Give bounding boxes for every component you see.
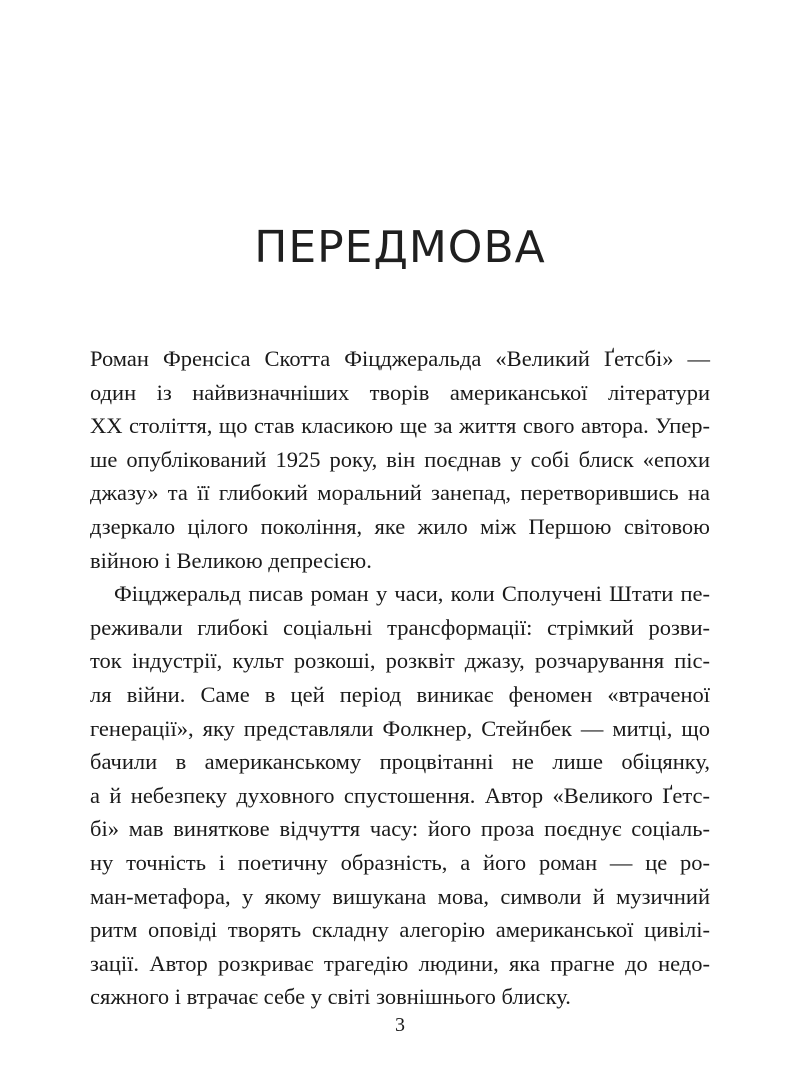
- text-line: зації. Автор розкриває трагедію людини, яка прагне до недо-: [90, 950, 710, 976]
- text-line: Роман Френсіса Скотта Фіцджеральда «Великий Ґетсбі» —: [90, 346, 710, 371]
- text-line: XX століття, що став класикою ще за життя свого автора. Упер-: [90, 413, 710, 439]
- text-line: джазу» та її глибокий моральний занепад, перетворившись на: [90, 480, 710, 506]
- paragraph-2: [90, 577, 710, 1014]
- text-line: ток індустрії, культ розкоші, розквіт джазу, розчарування піс-: [90, 648, 710, 674]
- text-line: бі» мав виняткове відчуття часу: його проза поєднує соціаль-: [90, 816, 710, 842]
- text-line: ля війни. Саме в цей період виникає феномен «втраченої: [90, 681, 710, 707]
- text-line: бачили в американському процвітанні не лише обіцянку,: [90, 749, 710, 775]
- text-line: сяжного і втрачає себе у світі зовнішнього блиску.: [90, 984, 571, 1010]
- text-line: реживали глибокі соціальні трансформації: стрімкий розви-: [90, 614, 710, 640]
- text-line: дзеркало цілого покоління, яке жило між Першою світовою: [90, 513, 710, 539]
- text-line: ман-метафора, у якому вишукана мова, символи й музичний: [90, 883, 710, 909]
- text-line: Фіцджеральд писав роман у часи, коли Сполучені Штати пе-: [114, 581, 710, 607]
- text-line: генерації», яку представляли Фолкнер, Стейнбек — митці, що: [90, 715, 710, 741]
- text-line: ритм оповіді творять складну алегорію американської цивілі-: [90, 917, 710, 943]
- text-line: ну точність і поетичну образність, а його роман — це ро-: [90, 849, 710, 875]
- page-number: 3: [395, 1014, 405, 1036]
- text-line: а й небезпеку духовного спустошення. Автор «Великого Ґетс-: [90, 782, 710, 808]
- body-text: [90, 342, 710, 1014]
- chapter-heading: ПЕРЕДМОВА: [254, 222, 546, 273]
- text-line: війною і Великою депресією.: [90, 547, 372, 573]
- text-line: ше опублікований 1925 року, він поєднав у собі блиск «епохи: [90, 446, 710, 472]
- text-line: один із найвизначніших творів американської літератури: [90, 379, 710, 405]
- paragraph-1: [90, 342, 710, 577]
